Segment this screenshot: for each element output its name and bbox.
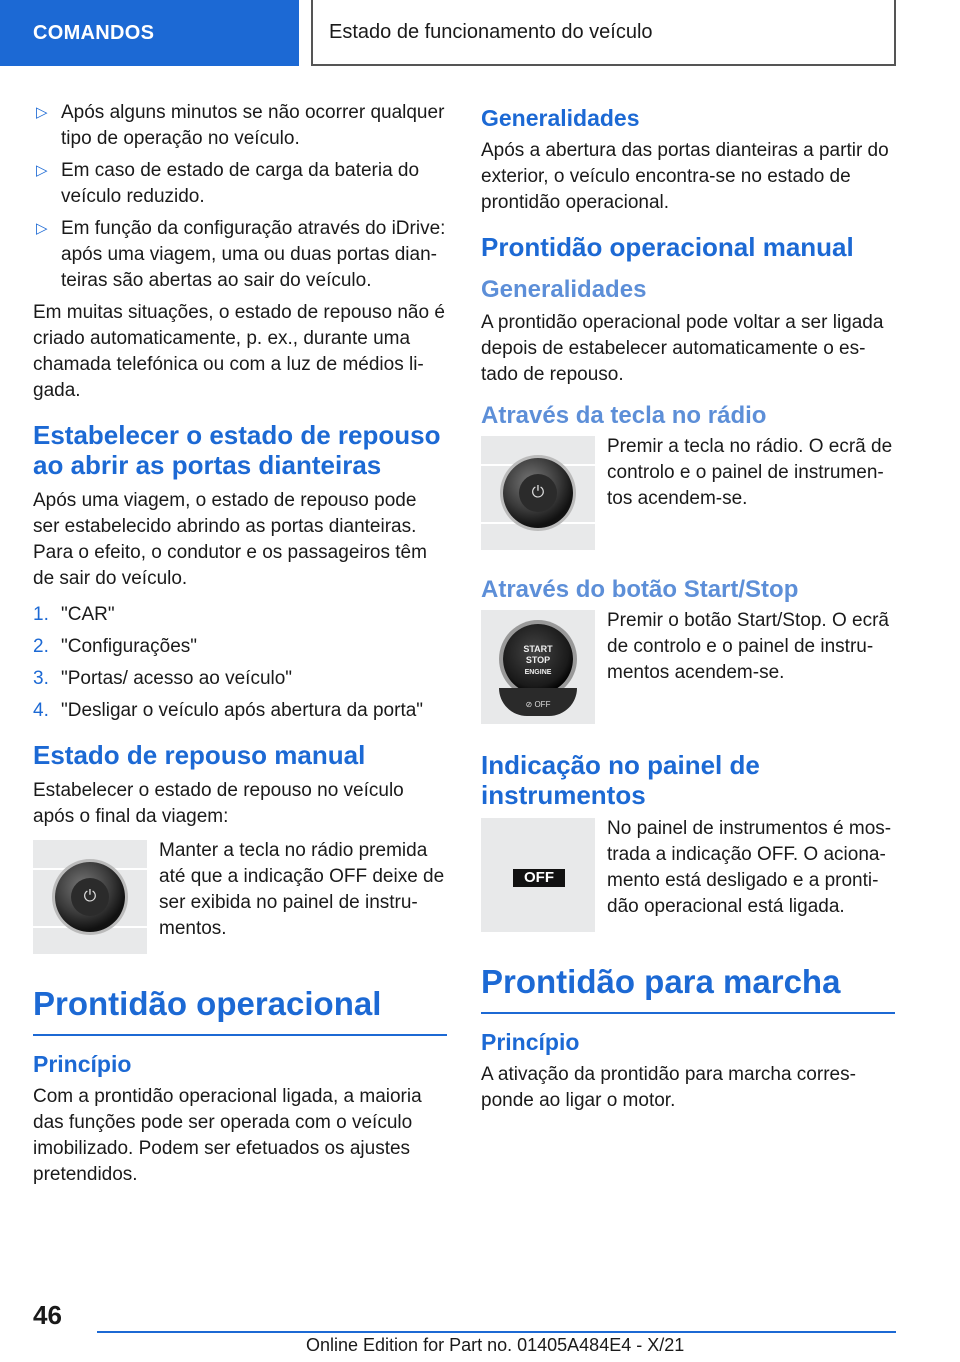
triangle-bullet-icon: ▷: [36, 104, 48, 121]
right-column: [481, 100, 895, 1124]
figure-caption: Premir a tecla no rádio. O ecrã de controlo e o painel de instrumen-tos acendem-se.: [607, 436, 893, 509]
figure-row: [481, 818, 895, 932]
heading-principle: Princípio: [33, 1051, 132, 1077]
off-icon: ⊘ OFF: [499, 688, 577, 716]
figure-caption: Premir o botão Start/Stop. O ecrã de controlo e o painel de instru-mentos acendem-se.: [607, 610, 889, 683]
chapter-title: Estado de funcionamento do veículo: [329, 20, 653, 43]
triangle-bullet-icon: ▷: [36, 162, 48, 179]
heading-operational-ready: Prontidão operacional: [33, 984, 447, 1036]
heading-doors: Estabelecer o estado de repouso ao abrir as portas dianteiras: [33, 420, 441, 480]
start-stop-button-image: [481, 610, 595, 724]
figure-row: [481, 436, 895, 550]
figure-caption: Manter a tecla no rádio premida até que a indicação OFF deixe de ser exibida no painel de instru-mentos.: [159, 840, 445, 939]
paragraph: A ativação da prontidão para marcha corres-ponde ao ligar o motor.: [481, 1064, 856, 1111]
triangle-bullet-icon: ▷: [36, 220, 48, 237]
power-icon: ⏻: [519, 474, 557, 512]
figure-row: [33, 840, 447, 954]
step-item: 2. "Configurações": [33, 636, 198, 657]
heading-general: Generalidades: [481, 105, 640, 131]
chapter-title-box: [311, 0, 896, 66]
off-indicator-image: [481, 818, 595, 932]
heading-manual-ready: Prontidão operacional manual: [481, 232, 854, 262]
heading-general-2: Generalidades: [481, 276, 647, 303]
footer-divider: [97, 1331, 896, 1333]
heading-manual-rest: Estado de repouso manual: [33, 740, 366, 770]
heading-radio-key: Através da tecla no rádio: [481, 402, 767, 429]
heading-principle: Princípio: [481, 1029, 580, 1055]
list-item: ▷ Após alguns minutos se não ocorrer qualquer tipo de operação no veículo.: [36, 102, 445, 149]
step-item: 1. "CAR": [33, 604, 115, 625]
step-item: 4. "Desligar o veículo após abertura da porta": [33, 700, 424, 721]
paragraph: A prontidão operacional pode voltar a ser ligada depois de estabelecer automaticamente o es-tado de repouso.: [481, 312, 884, 385]
radio-knob-image: [481, 436, 595, 550]
heading-instrument-display: Indicação no painel de instrumentos: [481, 750, 760, 810]
list-item: ▷ Em caso de estado de carga da bateria do veículo reduzido.: [36, 160, 420, 207]
list-item: ▷ Em função da configuração através do iDrive: após uma viagem, uma ou duas portas dian-teiras são abertas ao sair do veículo.: [36, 218, 446, 291]
step-item: 3. "Portas/ acesso ao veículo": [33, 668, 293, 689]
section-tab: [0, 0, 299, 66]
heading-drive-ready: Prontidão para marcha: [481, 962, 895, 1014]
paragraph: Em muitas situações, o estado de repouso não é criado automaticamente, p. ex., durante uma chamada telefónica ou com a luz de médios li-gada.: [33, 302, 445, 401]
power-icon: ⏻: [71, 878, 109, 916]
paragraph: Estabelecer o estado de repouso no veículo após o final da viagem:: [33, 780, 404, 827]
section-label: COMANDOS: [33, 21, 155, 44]
steps-list: [33, 602, 447, 724]
figure-caption: No painel de instrumentos é mos-trada a indicação OFF. O aciona-mento está desligado e a pronti-dão operacional está ligada.: [607, 818, 892, 917]
page-number: 46: [33, 1300, 62, 1330]
paragraph: Após a abertura das portas dianteiras a partir do exterior, o veículo encontra-se no estado de prontidão operacional.: [481, 140, 889, 213]
paragraph: Com a prontidão operacional ligada, a maioria das funções pode ser operada com o veículo imobilizado. Podem ser efetuados os ajustes pretendidos.: [33, 1086, 422, 1185]
paragraph: Após uma viagem, o estado de repouso pode ser estabelecido abrindo as portas dianteiras. Para o efeito, o condutor e os passageiros têm de sair do veículo.: [33, 490, 427, 589]
figure-row: [481, 610, 895, 724]
radio-knob-image: [33, 840, 147, 954]
off-badge: OFF: [513, 869, 565, 887]
heading-start-stop: Através do botão Start/Stop: [481, 576, 799, 603]
edition-note: Online Edition for Part no. 01405A484E4 - X/21: [306, 1335, 685, 1355]
condition-list: [33, 100, 447, 294]
start-stop-icon: START STOP ENGINE: [503, 624, 573, 694]
left-column: [33, 100, 447, 1198]
